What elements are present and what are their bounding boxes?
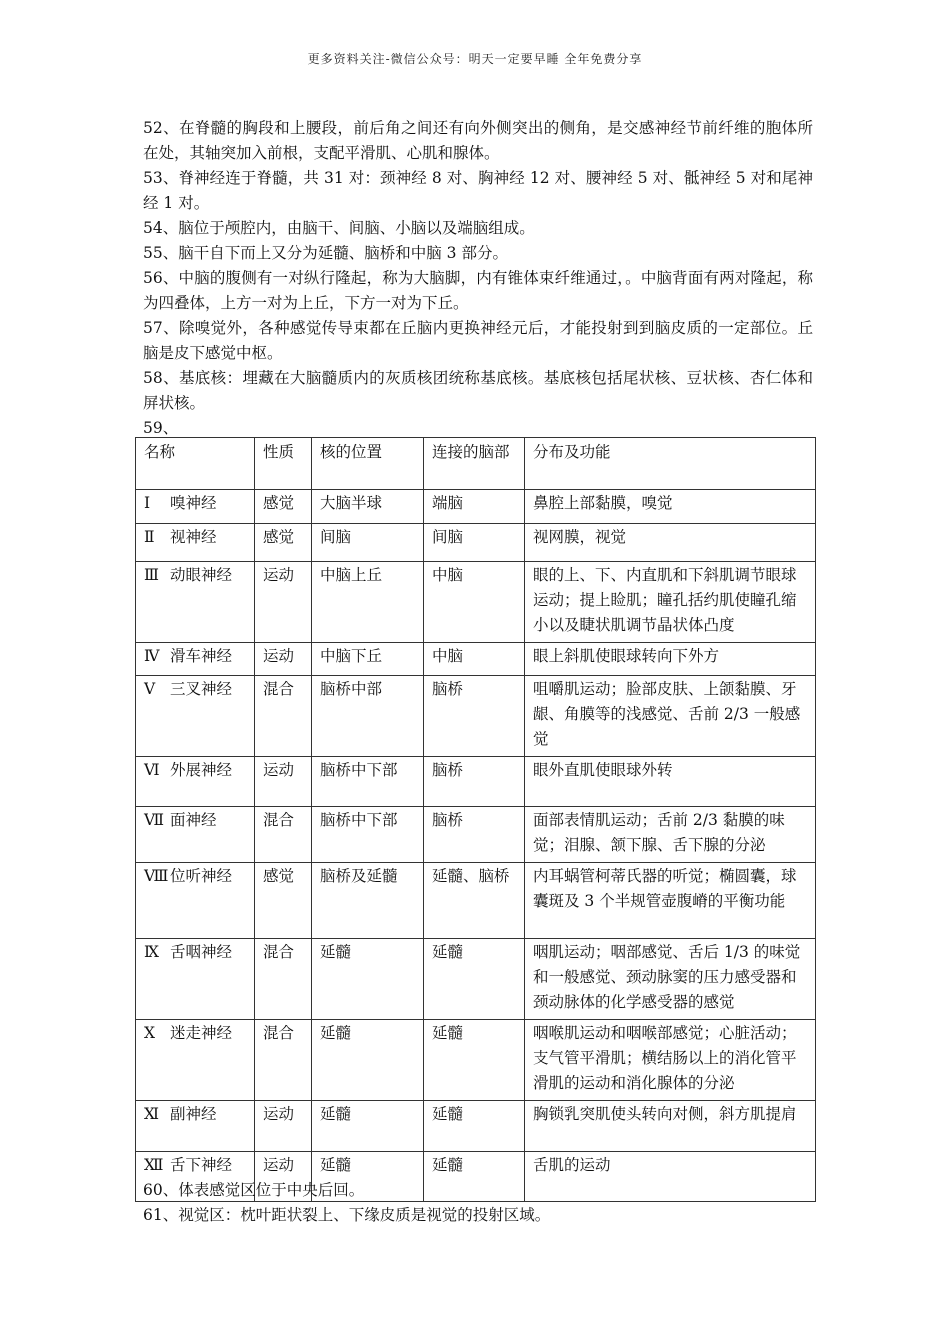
nerve-name-cell (136, 807, 255, 863)
nerve-nature: 感觉 (255, 524, 312, 562)
nerve-name-cell (136, 1020, 255, 1101)
nerve-nucleus: 延髓 (312, 1152, 424, 1202)
nerve-name: 舌下神经 (170, 1156, 233, 1174)
nerve-name: 面神经 (170, 811, 217, 829)
nerve-nature: 混合 (255, 807, 312, 863)
nerve-name: 动眼神经 (170, 566, 233, 584)
table-row (136, 807, 816, 863)
table-row (136, 939, 816, 1020)
nerve-number: Ⅱ (144, 528, 155, 546)
header-link: 连接的脑部 (424, 438, 525, 490)
nerve-nucleus: 延髓 (312, 939, 424, 1020)
nerve-name: 三叉神经 (170, 680, 233, 698)
nerve-name: 副神经 (170, 1105, 217, 1123)
nerve-name: 嗅神经 (170, 494, 217, 512)
nerve-name: 滑车神经 (170, 647, 233, 665)
table-row (136, 490, 816, 524)
nerve-number: Ⅶ (144, 811, 165, 829)
nerve-name-cell (136, 524, 255, 562)
header-nature: 性质 (255, 438, 312, 490)
nerve-nucleus: 间脑 (312, 524, 424, 562)
table-row (136, 1101, 816, 1152)
nerve-name: 外展神经 (170, 761, 233, 779)
nerve-nature: 运动 (255, 1101, 312, 1152)
paragraph-54: 54、脑位于颅腔内，由脑干、间脑、小脑以及端脑组成。 (143, 219, 535, 237)
table-row (136, 863, 816, 939)
nerve-number: Ⅺ (144, 1105, 160, 1123)
nerve-link: 延髓 (424, 939, 525, 1020)
paragraph-57: 57、除嗅觉外，各种感觉传导束都在丘脑内更换神经元后，才能投射到到脑皮质的一定部位。丘脑是皮下感觉中枢。 (143, 319, 813, 362)
nerve-link: 延髓、脑桥 (424, 863, 525, 939)
nerve-nucleus: 脑桥中下部 (312, 807, 424, 863)
nerve-name-cell (136, 757, 255, 807)
nerve-number: Ⅻ (144, 1156, 164, 1174)
nerve-nature: 运动 (255, 1152, 312, 1202)
nerve-function: 舌肌的运动 (525, 1152, 816, 1202)
nerve-nature: 混合 (255, 676, 312, 757)
nerve-number: Ⅸ (144, 943, 159, 961)
paragraph-52: 52、在脊髓的胸段和上腰段，前后角之间还有向外侧突出的侧角，是交感神经节前纤维的胞体所在处，其轴突加入前根，支配平滑肌、心肌和腺体。 (143, 119, 813, 162)
paragraph-61: 61、视觉区：枕叶距状裂上、下缘皮质是视觉的投射区域。 (143, 1206, 551, 1224)
nerve-name: 视神经 (170, 528, 217, 546)
nerve-name-cell (136, 490, 255, 524)
page-header: 更多资料关注-微信公众号：明天一定要早睡 全年免费分享 (307, 52, 643, 66)
nerve-nature: 运动 (255, 562, 312, 643)
nerve-name: 位听神经 (170, 867, 233, 885)
paragraph-59: 59、 (143, 419, 179, 437)
paragraph-55: 55、脑干自下而上又分为延髓、脑桥和中脑 3 部分。 (143, 244, 508, 262)
nerve-link: 延髓 (424, 1020, 525, 1101)
nerve-name-cell (136, 676, 255, 757)
nerve-nucleus: 延髓 (312, 1101, 424, 1152)
nerve-number: Ⅴ (144, 680, 156, 698)
nerve-link: 端脑 (424, 490, 525, 524)
nerve-function: 眼的上、下、内直肌和下斜肌调节眼球运动；提上睑肌；瞳孔括约肌使瞳孔缩小以及睫状肌调节晶状体凸度 (525, 562, 816, 643)
nerve-nature: 感觉 (255, 863, 312, 939)
nerve-number: Ⅹ (144, 1024, 156, 1042)
nerve-name-cell (136, 863, 255, 939)
paragraph-56: 56、中脑的腹侧有一对纵行隆起，称为大脑脚，内有锥体束纤维通过，。中脑背面有两对隆起，称为四叠体，上方一对为上丘，下方一对为下丘。 (143, 269, 813, 312)
nerve-name-cell (136, 562, 255, 643)
nerve-function: 胸锁乳突肌使头转向对侧，斜方肌提肩 (525, 1101, 816, 1152)
nerve-nucleus: 延髓 (312, 1020, 424, 1101)
nerve-function: 鼻腔上部黏膜，嗅觉 (525, 490, 816, 524)
nerve-name-cell (136, 643, 255, 676)
nerve-name: 迷走神经 (170, 1024, 233, 1042)
nerve-link: 脑桥 (424, 757, 525, 807)
table-row (136, 643, 816, 676)
nerve-link: 延髓 (424, 1101, 525, 1152)
nerve-nucleus: 脑桥中部 (312, 676, 424, 757)
nerve-link: 脑桥 (424, 676, 525, 757)
nerve-number: Ⅳ (144, 647, 160, 665)
paragraph-53: 53、脊神经连于脊髓，共 31 对：颈神经 8 对、胸神经 12 对、腰神经 5 对、骶神经 5 对和尾神经 1 对。 (143, 169, 813, 212)
nerve-number: Ⅵ (144, 761, 160, 779)
nerve-number: Ⅲ (144, 566, 159, 584)
nerve-nucleus: 大脑半球 (312, 490, 424, 524)
nerve-function: 眼上斜肌使眼球转向下外方 (525, 643, 816, 676)
nerve-function: 咽喉肌运动和咽喉部感觉；心脏活动；支气管平滑肌；横结肠以上的消化管平滑肌的运动和消化腺体的分泌 (525, 1020, 816, 1101)
table-row (136, 757, 816, 807)
nerve-nature: 混合 (255, 1020, 312, 1101)
nerve-number: Ⅷ (144, 867, 169, 885)
nerve-function: 内耳蜗管柯蒂氏器的听觉；椭圆囊，球囊斑及 3 个半规管壶腹嵴的平衡功能 (525, 863, 816, 939)
header-name: 名称 (136, 438, 255, 490)
nerve-nature: 运动 (255, 643, 312, 676)
nerve-nature: 混合 (255, 939, 312, 1020)
table-row (136, 524, 816, 562)
paragraph-58: 58、基底核：埋藏在大脑髓质内的灰质核团统称基底核。基底核包括尾状核、豆状核、杏仁体和屏状核。 (143, 369, 813, 412)
header-nucleus: 核的位置 (312, 438, 424, 490)
nerve-nature: 感觉 (255, 490, 312, 524)
nerve-link: 中脑 (424, 643, 525, 676)
header-function: 分布及功能 (525, 438, 816, 490)
nerve-name-cell (136, 1101, 255, 1152)
after-table-paragraphs (143, 1178, 813, 1228)
table-row (136, 676, 816, 757)
paragraph-list (143, 116, 813, 441)
table-row (136, 1020, 816, 1101)
table-header-row (136, 438, 816, 490)
nerve-nucleus: 脑桥中下部 (312, 757, 424, 807)
table-row (136, 562, 816, 643)
nerve-nucleus: 脑桥及延髓 (312, 863, 424, 939)
nerve-link: 间脑 (424, 524, 525, 562)
nerve-link: 中脑 (424, 562, 525, 643)
nerve-function: 咽肌运动；咽部感觉、舌后 1/3 的味觉和一般感觉、颈动脉窦的压力感受器和颈动脉体的化学感受器的感觉 (525, 939, 816, 1020)
nerve-name-cell (136, 939, 255, 1020)
nerve-nucleus: 中脑下丘 (312, 643, 424, 676)
paragraph-60: 60、体表感觉区位于中央后回。 (143, 1181, 365, 1199)
nerve-function: 咀嚼肌运动；脸部皮肤、上颌黏膜、牙龈、角膜等的浅感觉、舌前 2/3 一般感觉 (525, 676, 816, 757)
nerve-nucleus: 中脑上丘 (312, 562, 424, 643)
nerve-link: 脑桥 (424, 807, 525, 863)
nerve-function: 眼外直肌使眼球外转 (525, 757, 816, 807)
nerve-link: 延髓 (424, 1152, 525, 1202)
nerve-name: 舌咽神经 (170, 943, 233, 961)
nerve-nature: 运动 (255, 757, 312, 807)
cranial-nerves-table (135, 437, 816, 1202)
nerve-function: 视网膜，视觉 (525, 524, 816, 562)
nerve-function: 面部表情肌运动；舌前 2/3 黏膜的味觉；泪腺、颔下腺、舌下腺的分泌 (525, 807, 816, 863)
nerve-number: Ⅰ (144, 494, 151, 512)
